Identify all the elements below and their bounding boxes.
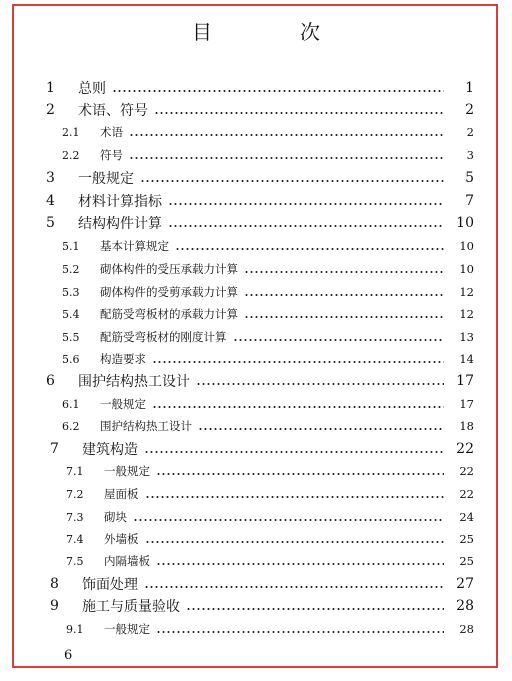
leader-dots xyxy=(186,608,444,610)
section-number: 7 xyxy=(50,441,59,457)
section-number: 7.3 xyxy=(66,510,84,524)
section-title: 一般规定 xyxy=(78,171,134,187)
page-ref: 24 xyxy=(459,510,474,524)
leader-dots xyxy=(233,339,445,341)
page-ref: 12 xyxy=(459,285,474,299)
page-ref: 22 xyxy=(459,487,474,501)
toc-entry[interactable] xyxy=(66,507,474,527)
section-number: 8 xyxy=(50,576,59,592)
page-ref: 7 xyxy=(465,193,474,209)
toc-entry[interactable] xyxy=(50,574,474,594)
toc-entry[interactable] xyxy=(62,145,474,165)
leader-dots xyxy=(244,271,444,273)
leader-dots xyxy=(168,225,444,227)
section-title: 饰面处理 xyxy=(82,577,138,593)
section-title: 配筋受弯板材的刚度计算 xyxy=(100,330,227,344)
toc-entry[interactable] xyxy=(46,100,474,120)
section-title: 内隔墙板 xyxy=(104,554,150,568)
page-ref: 28 xyxy=(456,598,474,614)
page-ref: 2 xyxy=(466,125,474,139)
leader-dots xyxy=(175,248,444,250)
leader-dots xyxy=(156,473,444,475)
section-title: 术语、符号 xyxy=(78,103,148,119)
leader-dots xyxy=(129,134,444,136)
page-ref: 5 xyxy=(465,170,474,186)
section-number: 5.5 xyxy=(62,330,80,344)
page-title: 目 次 xyxy=(192,20,354,44)
leader-dots xyxy=(168,203,444,205)
section-number: 6.2 xyxy=(62,419,80,433)
section-title: 结构构件计算 xyxy=(78,216,162,232)
toc-entry[interactable] xyxy=(66,461,474,481)
page-ref: 18 xyxy=(459,419,474,433)
section-number: 9 xyxy=(50,598,59,614)
page-ref: 12 xyxy=(459,307,474,321)
toc-entry[interactable] xyxy=(66,619,474,639)
section-number: 1 xyxy=(46,80,55,96)
section-number: 2 xyxy=(46,102,55,118)
section-number: 6 xyxy=(46,373,55,389)
leader-dots xyxy=(244,316,444,318)
leader-dots xyxy=(145,496,445,498)
page-ref: 10 xyxy=(456,215,474,231)
toc-entry[interactable] xyxy=(46,168,474,188)
section-number: 5 xyxy=(46,215,55,231)
page-ref: 13 xyxy=(459,330,474,344)
leader-dots xyxy=(140,180,444,182)
section-number: 3 xyxy=(46,170,55,186)
section-number: 5.2 xyxy=(62,262,80,276)
page-ref: 17 xyxy=(459,397,474,411)
leader-dots xyxy=(144,586,444,588)
toc-entry[interactable] xyxy=(62,327,474,347)
leader-dots xyxy=(156,631,444,633)
section-number: 7.5 xyxy=(66,554,84,568)
toc-entry[interactable] xyxy=(62,304,474,324)
toc-entry[interactable] xyxy=(46,371,474,391)
page-ref: 25 xyxy=(459,532,474,546)
section-number: 7.4 xyxy=(66,532,84,546)
page-number: 6 xyxy=(64,648,73,663)
page-ref: 17 xyxy=(456,373,474,389)
section-number: 4 xyxy=(46,193,55,209)
toc-entry[interactable] xyxy=(46,191,474,211)
page-ref: 27 xyxy=(456,576,474,592)
page-ref: 2 xyxy=(465,102,474,118)
toc-entry[interactable] xyxy=(62,282,474,302)
section-number: 6.1 xyxy=(62,397,80,411)
section-number: 2.1 xyxy=(62,125,80,139)
leader-dots xyxy=(112,90,444,92)
section-title: 屋面板 xyxy=(104,487,139,501)
section-title: 基本计算规定 xyxy=(100,239,169,253)
section-title: 符号 xyxy=(100,148,123,162)
toc-entry[interactable] xyxy=(66,529,474,549)
leader-dots xyxy=(198,428,444,430)
toc-entry[interactable] xyxy=(46,213,474,233)
page-ref: 22 xyxy=(456,441,474,457)
section-number: 5.3 xyxy=(62,285,80,299)
leader-dots xyxy=(144,451,444,453)
section-title: 建筑构造 xyxy=(82,442,138,458)
leader-dots xyxy=(152,361,444,363)
section-title: 砌体构件的受剪承载力计算 xyxy=(100,285,238,299)
toc-entry[interactable] xyxy=(66,551,474,571)
section-title: 施工与质量验收 xyxy=(82,599,180,615)
leader-dots xyxy=(156,563,444,565)
page-ref: 28 xyxy=(459,622,474,636)
section-number: 5.4 xyxy=(62,307,80,321)
section-title: 术语 xyxy=(100,125,123,139)
leader-dots xyxy=(152,406,444,408)
section-title: 砌块 xyxy=(104,510,127,524)
page-ref: 22 xyxy=(459,464,474,478)
page-ref: 3 xyxy=(466,148,474,162)
page-ref: 10 xyxy=(459,262,474,276)
toc-entry[interactable] xyxy=(62,236,474,256)
section-title: 围护结构热工设计 xyxy=(100,419,192,433)
section-number: 9.1 xyxy=(66,622,84,636)
toc-entry[interactable] xyxy=(62,349,474,369)
section-number: 7.2 xyxy=(66,487,84,501)
section-number: 7.1 xyxy=(66,464,84,478)
toc-entry[interactable] xyxy=(46,78,474,98)
section-number: 5.1 xyxy=(62,239,80,253)
toc-entry[interactable] xyxy=(50,439,474,459)
section-title: 砌体构件的受压承载力计算 xyxy=(100,262,238,276)
leader-dots xyxy=(145,541,445,543)
leader-dots xyxy=(244,294,444,296)
toc-entry[interactable] xyxy=(66,484,474,504)
leader-dots xyxy=(133,519,444,521)
page-ref: 1 xyxy=(465,80,474,96)
leader-dots xyxy=(154,112,444,114)
leader-dots xyxy=(129,157,444,159)
section-title: 配筋受弯板材的承载力计算 xyxy=(100,307,238,321)
toc-entry[interactable] xyxy=(62,394,474,414)
toc-entry[interactable] xyxy=(62,416,474,436)
page-ref: 14 xyxy=(459,352,474,366)
section-title: 一般规定 xyxy=(104,464,150,478)
section-title: 总则 xyxy=(78,81,106,97)
section-title: 一般规定 xyxy=(100,397,146,411)
section-title: 一般规定 xyxy=(104,622,150,636)
section-number: 5.6 xyxy=(62,352,80,366)
page-ref: 10 xyxy=(459,239,474,253)
leader-dots xyxy=(196,383,444,385)
section-title: 围护结构热工设计 xyxy=(78,374,190,390)
toc-entry[interactable] xyxy=(62,122,474,142)
page-ref: 25 xyxy=(459,554,474,568)
toc-entry[interactable] xyxy=(62,259,474,279)
section-title: 材料计算指标 xyxy=(78,194,162,210)
section-title: 构造要求 xyxy=(100,352,146,366)
section-title: 外墙板 xyxy=(104,532,139,546)
toc-entry[interactable] xyxy=(50,596,474,616)
section-number: 2.2 xyxy=(62,148,80,162)
